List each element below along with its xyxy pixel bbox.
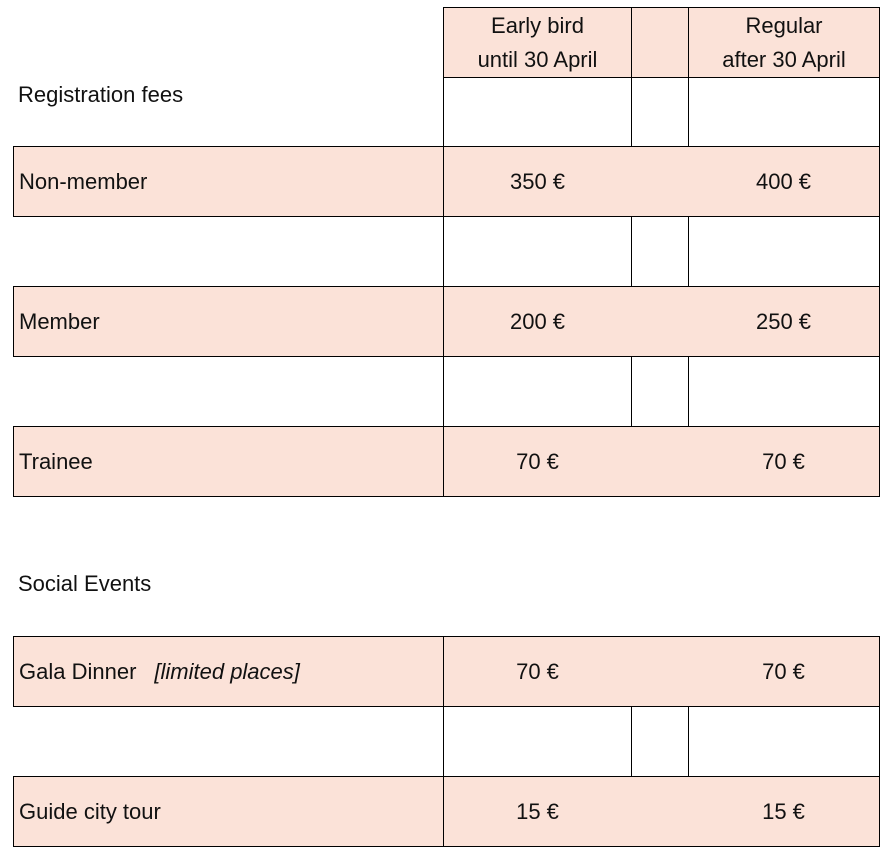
header-early-bird-line2: until 30 April: [477, 46, 598, 72]
section-title-social: Social Events: [18, 571, 152, 596]
spacer-cell: [443, 706, 632, 777]
header-regular: [688, 7, 880, 77]
spacer-cell: [688, 706, 880, 777]
spacer-cell: [631, 636, 689, 707]
price-early-member: 200 €: [443, 286, 632, 357]
price-early-non-member: 350 €: [443, 146, 632, 217]
price-regular-member: 250 €: [688, 286, 880, 357]
spacer-cell: [443, 77, 632, 147]
spacer-cell: [631, 776, 689, 847]
row-label-non-member: Non-member: [13, 146, 444, 217]
spacer-cell: [631, 286, 689, 357]
header-early-bird: [443, 7, 632, 77]
spacer-cell: [631, 216, 689, 287]
row-label-guide-city-tour: Guide city tour: [13, 776, 444, 847]
header-early-bird-line1: Early bird: [491, 12, 584, 38]
gala-dinner-label: Gala Dinner: [19, 658, 137, 684]
header-spacer: [632, 7, 689, 77]
price-regular-non-member: 400 €: [688, 146, 880, 217]
row-label-trainee: Trainee: [13, 426, 444, 497]
section-title-registration: Registration fees: [18, 82, 184, 107]
price-early-trainee: 70 €: [443, 426, 632, 497]
spacer-cell: [443, 356, 632, 427]
header-regular-line2: after 30 April: [722, 46, 846, 72]
price-regular-trainee: 70 €: [688, 426, 880, 497]
spacer-cell: [443, 216, 632, 287]
spacer-cell: [688, 216, 880, 287]
row-label-member: Member: [13, 286, 444, 357]
price-early-guide-city-tour: 15 €: [443, 776, 632, 847]
row-label-gala-dinner: [13, 636, 444, 707]
price-regular-gala-dinner: 70 €: [688, 636, 880, 707]
spacer-cell: [688, 356, 880, 427]
spacer-cell: [631, 146, 689, 217]
spacer-cell: [631, 706, 689, 777]
price-early-gala-dinner: 70 €: [443, 636, 632, 707]
spacer-cell: [631, 356, 689, 427]
spacer-cell: [631, 426, 689, 497]
spacer-cell: [631, 77, 689, 147]
spacer-cell: [688, 77, 880, 147]
price-regular-guide-city-tour: 15 €: [688, 776, 880, 847]
gala-dinner-note: [limited places]: [154, 658, 300, 684]
header-regular-line1: Regular: [745, 12, 823, 38]
